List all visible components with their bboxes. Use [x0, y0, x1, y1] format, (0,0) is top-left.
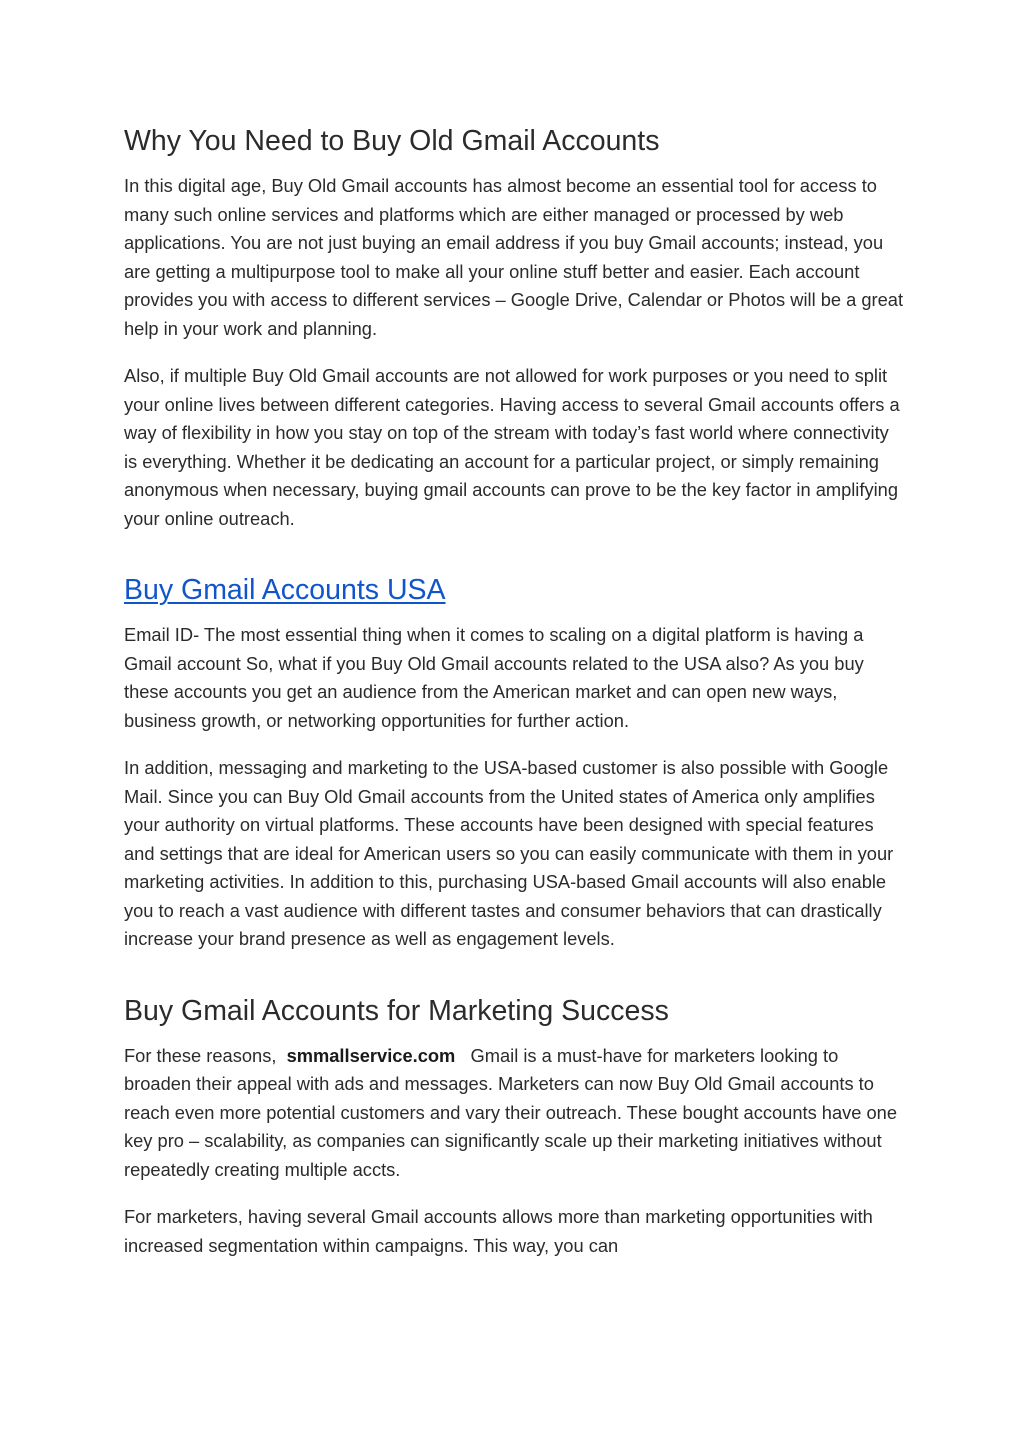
paragraph: For marketers, having several Gmail accounts allows more than marketing opportunities with increased segmentation within campaigns. This way, you can: [124, 1206, 873, 1256]
section-heading-link[interactable]: Buy Gmail Accounts USA: [124, 574, 446, 606]
paragraph: Also, if multiple Buy Old Gmail accounts are not allowed for work purposes or you need to split your online lives between different categories. Having access to several Gmail accounts offers a way of flexibility in how you stay on top of the stream with today’s fast world where connectivity is everything. Whether it be dedicating an account for a particular project, or simply remaining anonymous when necessary, buying gmail accounts can prove to be the key factor in amplifying your online outreach.: [124, 365, 900, 529]
paragraph-suffix: Gmail is a must-have for marketers looking to broaden their appeal with ads and messages. Marketers can now Buy Old Gmail accounts to reach even more potential customers and vary their outreach. These bought accounts have one key pro – scalability, as companies can significantly scale up their marketing initiatives without repeatedly creating multiple accts.: [124, 1044, 903, 1180]
section-heading: Buy Gmail Accounts for Marketing Success: [124, 994, 669, 1027]
document-page: [124, 122, 904, 1279]
section-why-buy: [124, 122, 904, 533]
section-marketing: [124, 992, 904, 1261]
section-heading: Why You Need to Buy Old Gmail Accounts: [124, 125, 660, 157]
paragraph: [124, 1042, 904, 1185]
paragraph: In this digital age, Buy Old Gmail accounts has almost become an essential tool for access to many such online services and platforms which are either managed or processed by web applications. You are not just buying an email address if you buy Gmail accounts; instead, you are getting a multipurpose tool to make all your online stuff better and easier. Each account provides you with access to different services – Google Drive, Calendar or Photos will be a great help in your work and planning.: [124, 175, 904, 339]
section-usa: [124, 571, 904, 954]
site-name: smmallservice.com: [286, 1044, 456, 1066]
paragraph: In addition, messaging and marketing to the USA-based customer is also possible with Google Mail. Since you can Buy Old Gmail accounts from the United states of America only amplifies your authority on virtual platforms. These accounts have been designed with special features and settings that are ideal for American users so you can easily communicate with them in your marketing activities. In addition to this, purchasing USA-based Gmail accounts will also enable you to reach a vast audience with different tastes and consumer behaviors that can drastically increase your brand presence as well as engagement levels.: [124, 757, 894, 949]
paragraph: Email ID- The most essential thing when it comes to scaling on a digital platform is having a Gmail account So, what if you Buy Old Gmail accounts related to the USA also? As you buy these accounts you get an audience from the American market and can open new ways, business growth, or networking opportunities for further action.: [124, 624, 864, 731]
paragraph-prefix: For these reasons,: [124, 1044, 287, 1066]
